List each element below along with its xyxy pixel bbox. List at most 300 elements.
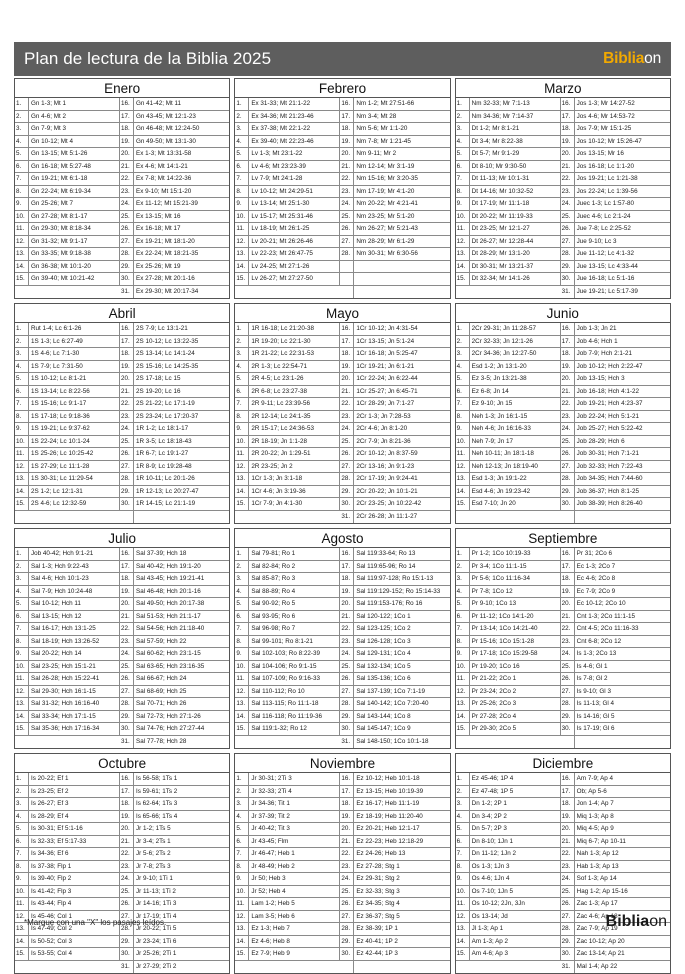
reading-passage[interactable]: Esd 4-6; Jn 19:23-42 [470, 486, 561, 498]
reading-passage[interactable]: Nm 26-27; Mr 5:21-43 [356, 225, 418, 232]
reading-passage[interactable]: Jos 16-18; Lc 1:1-20 [576, 162, 635, 170]
reading-passage[interactable]: Gn 4-6; Mt 2 [29, 111, 120, 123]
reading-passage[interactable]: Gn 1-3; Mt 1 [29, 98, 120, 110]
reading-passage[interactable]: Jue 7-8; Lc 2:25-52 [576, 225, 631, 232]
reading-passage[interactable]: Sal 43-45; Hch 19:21-41 [136, 575, 205, 582]
reading-passage[interactable]: 1Cr 7-9; Jn 4:1-30 [249, 498, 340, 510]
reading-passage[interactable]: Zac 7-9; Ap 19 [576, 925, 618, 932]
reading-passage[interactable]: Ez 6-8; Jn 14 [470, 386, 561, 398]
reading-passage[interactable]: Ex 1-3; Mt 13:31-58 [136, 150, 192, 157]
reading-passage[interactable]: Gn 27-28; Mt 8:1-17 [29, 211, 120, 223]
reading-passage[interactable]: Ex 29-30; Mt 20:17-34 [136, 287, 199, 295]
reading-passage[interactable]: 1S 13-14; Lc 8:22-56 [29, 386, 120, 398]
reading-passage[interactable]: Ez 38-39; 1P 1 [356, 925, 398, 932]
reading-passage[interactable]: Is 20-22; Ef 1 [29, 773, 120, 785]
reading-passage[interactable]: Is 14-16; Gl 5 [576, 712, 615, 720]
reading-passage[interactable]: Cnt 6-8; 2Co 12 [576, 637, 622, 645]
reading-passage[interactable]: Pr 15-16; 1Co 15:1-28 [470, 636, 561, 648]
reading-passage[interactable]: Sal 35-36; Hch 17:16-34 [29, 723, 120, 735]
reading-passage[interactable] [470, 961, 561, 974]
reading-passage[interactable]: 1Cr 19-21; Jn 6:1-21 [356, 362, 415, 370]
reading-passage[interactable]: 2R 20-22; Jn 1:29-51 [249, 448, 340, 460]
reading-passage[interactable]: Ez 34-35; Stg 4 [356, 900, 400, 907]
reading-passage[interactable]: Jr 23-24; 1Ti 6 [136, 937, 177, 945]
reading-passage[interactable]: Nm 20-22; Mr 4:21-41 [356, 200, 418, 207]
reading-passage[interactable]: Sal 119:1-32; Ro 12 [249, 723, 340, 735]
reading-passage[interactable]: Jr 5-6; 2Ts 2 [136, 850, 171, 857]
reading-passage[interactable]: Pr 29-30; 2Co 5 [470, 723, 561, 735]
reading-passage[interactable]: 1R 3-5; Lc 18:18-43 [136, 437, 192, 445]
reading-passage[interactable]: Sal 46-48; Hch 20:1-16 [136, 587, 201, 595]
reading-passage[interactable]: Dt 8-10; Mr 9:30-50 [470, 161, 561, 173]
reading-passage[interactable]: Sal 110-112; Ro 10 [249, 686, 340, 698]
reading-passage[interactable]: Jos 4-6; Mr 14:53-72 [576, 112, 635, 120]
reading-passage[interactable]: Dn 11-12; 1Jn 2 [470, 848, 561, 860]
reading-passage[interactable]: Sal 66-67; Hch 24 [136, 675, 187, 682]
reading-passage[interactable]: 1S 17-18; Lc 9:18-36 [29, 411, 120, 423]
reading-passage[interactable]: Sal 31-32; Hch 16:16-40 [29, 698, 120, 710]
reading-passage[interactable]: Ec 7-9; 2Co 9 [576, 587, 616, 595]
reading-passage[interactable]: Sal 102-103; Ro 8:22-39 [249, 648, 340, 660]
reading-passage[interactable]: Ez 4-6; Heb 8 [249, 936, 340, 948]
reading-passage[interactable]: Jue 11-12; Lc 4:1-32 [576, 250, 634, 257]
reading-passage[interactable]: 1Cr 25-27; Jn 6:45-71 [356, 387, 418, 395]
reading-passage[interactable] [575, 736, 670, 749]
reading-passage[interactable]: Sal 10-12; Hch 11 [29, 598, 120, 610]
reading-passage[interactable]: 2R 9-11; Lc 23:39-56 [249, 398, 340, 410]
reading-passage[interactable]: Nm 12-14; Mr 3:1-19 [356, 162, 415, 170]
reading-passage[interactable]: Ez 27-28; Stg 1 [356, 862, 400, 870]
reading-passage[interactable]: Os 13-14; Jd [470, 911, 561, 923]
reading-passage[interactable]: Ez 13-15; Heb 10:19-39 [356, 787, 424, 795]
reading-passage[interactable]: Lv 7-9; Mt 24:1-28 [249, 173, 340, 185]
reading-passage[interactable]: Is 37-38; Flp 1 [29, 861, 120, 873]
reading-passage[interactable]: Job 32-33; Hch 7:22-43 [576, 462, 643, 470]
reading-passage[interactable]: Sal 37-39; Hch 18 [136, 550, 187, 557]
reading-passage[interactable]: 2Cr 1-3; Jn 7:28-53 [356, 412, 411, 420]
reading-passage[interactable]: Is 56-58; 1Ts 1 [136, 775, 178, 782]
reading-passage[interactable]: Is 47-49; Col 2 [29, 923, 120, 935]
reading-passage[interactable]: Am 1-3; Ap 2 [470, 936, 561, 948]
reading-passage[interactable]: Is 32-33; Ef 5:17-33 [29, 836, 120, 848]
reading-passage[interactable] [29, 736, 120, 749]
reading-passage[interactable]: Job 28-29; Hch 6 [576, 437, 625, 445]
reading-passage[interactable]: 2Cr 29-31; Jn 11:28-57 [470, 323, 561, 335]
reading-passage[interactable]: Dn 1-2; 2P 1 [470, 798, 561, 810]
reading-passage[interactable]: Job 7-9; Hch 2:1-21 [576, 350, 632, 357]
reading-passage[interactable]: Nm 32-33; Mr 7:1-13 [470, 98, 561, 110]
reading-passage[interactable]: 2Cr 7-9; Jn 8:21-36 [356, 437, 411, 445]
reading-passage[interactable]: 2R 15-17; Lc 24:36-53 [249, 423, 340, 435]
reading-passage[interactable]: Jon 1-4; Ap 7 [576, 800, 614, 807]
reading-passage[interactable]: Dt 17-19; Mr 11:1-18 [470, 198, 561, 210]
reading-passage[interactable]: Miq 4-5; Ap 9 [576, 825, 614, 832]
reading-passage[interactable]: Miq 1-3; Ap 8 [576, 812, 614, 820]
reading-passage[interactable] [249, 286, 340, 299]
reading-passage[interactable]: Job 38-39; Hch 8:26-40 [576, 500, 643, 507]
reading-passage[interactable]: Zac 1-3; Ap 17 [576, 900, 618, 907]
reading-passage[interactable]: Sal 18-19; Hch 13:26-52 [29, 636, 120, 648]
reading-passage[interactable]: Esd 1-2; Jn 13:1-20 [470, 361, 561, 373]
reading-passage[interactable]: Nm 9-11; Mr 2 [356, 150, 397, 157]
reading-passage[interactable]: Sal 119:65-96; Ro 14 [356, 562, 416, 570]
reading-passage[interactable]: Nm 1-2; Mt 27:51-66 [356, 100, 415, 107]
reading-passage[interactable]: Neh 12-13; Jn 18:19-40 [470, 461, 561, 473]
reading-passage[interactable]: Dt 5-7; Mr 9:1-29 [470, 148, 561, 160]
reading-passage[interactable]: Jr 32-33; 2Ti 4 [249, 786, 340, 798]
reading-passage[interactable]: Lv 13-14; Mt 25:1-30 [249, 198, 340, 210]
reading-passage[interactable]: Lam 3-5; Heb 6 [249, 911, 340, 923]
reading-passage[interactable]: Zac 10-12; Ap 20 [576, 937, 625, 945]
reading-passage[interactable]: Ex 34-36; Mt 21:23-46 [249, 111, 340, 123]
reading-passage[interactable]: Sal 7-9; Hch 10:24-48 [29, 586, 120, 598]
reading-passage[interactable]: Sal 63-65; Hch 23:16-35 [136, 662, 205, 670]
reading-passage[interactable]: 1R 16-18; Lc 21:20-38 [249, 323, 340, 335]
reading-passage[interactable]: Sal 88-89; Ro 4 [249, 586, 340, 598]
reading-passage[interactable]: Jos 19-21; Lc 1:21-38 [576, 175, 638, 182]
reading-passage[interactable]: Sal 104-106; Ro 9:1-15 [249, 661, 340, 673]
reading-passage[interactable]: Is 7-8; Gl 2 [576, 675, 608, 682]
reading-passage[interactable]: Jr 11-13; 1Ti 2 [136, 887, 176, 895]
reading-passage[interactable]: Neh 4-6; Jn 16:16-33 [470, 423, 561, 435]
reading-passage[interactable]: Sal 113-115; Ro 11:1-18 [249, 698, 340, 710]
reading-passage[interactable]: Is 41-42; Flp 3 [29, 886, 120, 898]
reading-passage[interactable]: 1S 7-9; Lc 7:31-50 [29, 361, 120, 373]
reading-passage[interactable]: Pr 9-10; 1Co 13 [470, 598, 561, 610]
reading-passage[interactable]: Ez 20-21; Heb 12:1-17 [356, 825, 420, 832]
reading-passage[interactable]: Ez 32-33; Stg 3 [356, 887, 400, 895]
reading-passage[interactable]: 1Cr 10-12; Jn 4:31-54 [356, 325, 418, 332]
reading-passage[interactable] [29, 961, 120, 974]
reading-passage[interactable]: Dt 23-25; Mr 12:1-27 [470, 223, 561, 235]
reading-passage[interactable]: Sal 51-53; Hch 21:1-17 [136, 612, 201, 620]
reading-passage[interactable]: Hab 1-3; Ap 13 [576, 862, 619, 870]
reading-passage[interactable]: Dt 28-29; Mr 13:1-20 [470, 248, 561, 260]
reading-passage[interactable]: Ez 47-48; 1P 5 [470, 786, 561, 798]
reading-passage[interactable]: Pr 5-6; 1Co 11:16-34 [470, 573, 561, 585]
reading-passage[interactable]: Jl 1-3; Ap 1 [470, 923, 561, 935]
reading-passage[interactable]: Gn 41-42; Mt 11 [136, 100, 182, 107]
reading-passage[interactable]: Nm 5-6; Mr 1:1-20 [356, 125, 408, 132]
reading-passage[interactable]: Miq 6-7; Ap 10-11 [576, 837, 626, 845]
reading-passage[interactable]: Ex 16-18; Mt 17 [136, 225, 181, 232]
reading-passage[interactable]: Ez 45-46; 1P 4 [470, 773, 561, 785]
reading-passage[interactable]: Dt 1-2; Mr 8:1-21 [470, 123, 561, 135]
reading-passage[interactable]: 1R 6-7; Lc 19:1-27 [136, 450, 189, 457]
reading-passage[interactable]: Jr 1-2; 1Ts 5 [136, 825, 171, 832]
reading-passage[interactable]: Ez 7-9; Heb 9 [249, 948, 340, 960]
reading-passage[interactable]: Jr 37-39; Tit 2 [249, 811, 340, 823]
reading-passage[interactable]: Os 1-3; 1Jn 3 [470, 861, 561, 873]
reading-passage[interactable] [354, 286, 449, 299]
reading-passage[interactable]: Sal 82-84; Ro 2 [249, 561, 340, 573]
reading-passage[interactable]: Gn 10-12; Mt 4 [29, 136, 120, 148]
reading-passage[interactable]: Mal 1-4; Ap 22 [576, 962, 618, 970]
reading-passage[interactable]: Sal 126-128; 1Co 3 [356, 637, 411, 645]
reading-passage[interactable]: 1Cr 28-29; Jn 7:1-27 [356, 400, 415, 407]
reading-passage[interactable]: 2R 18-19; Jn 1:1-28 [249, 436, 340, 448]
reading-passage[interactable]: Ex 22-24; Mt 18:21-35 [136, 250, 199, 257]
reading-passage[interactable]: Sal 90-92; Ro 5 [249, 598, 340, 610]
reading-passage[interactable]: Jue 9-10; Lc 3 [576, 237, 617, 245]
reading-passage[interactable]: Jr 25-26; 2Ti 1 [136, 950, 177, 957]
reading-passage[interactable]: 2Cr 34-36; Jn 12:27-50 [470, 348, 561, 360]
reading-passage[interactable]: 2S 1-2; Lc 12:1-31 [29, 486, 120, 498]
reading-passage[interactable]: Jr 3-4; 2Ts 1 [136, 837, 171, 845]
reading-passage[interactable]: Zac 4-6; Ap 18 [576, 912, 618, 920]
reading-passage[interactable]: Zac 13-14; Ap 21 [576, 950, 625, 957]
reading-passage[interactable] [134, 511, 229, 524]
reading-passage[interactable]: Ez 18-19; Heb 11:20-40 [356, 812, 423, 820]
reading-passage[interactable]: 2S 4-6; Lc 12:32-59 [29, 498, 120, 510]
reading-passage[interactable]: Jr 34-36; Tit 1 [249, 798, 340, 810]
reading-passage[interactable]: Is 9-10; Gl 3 [576, 687, 611, 695]
reading-passage[interactable]: Neh 7-9; Jn 17 [470, 436, 561, 448]
reading-passage[interactable]: 2R 4-5; Lc 23:1-26 [249, 373, 340, 385]
reading-passage[interactable]: Sal 57-59; Hch 22 [136, 637, 187, 645]
reading-passage[interactable]: Juec 4-6; Lc 2:1-24 [576, 212, 631, 220]
reading-passage[interactable]: Pr 3-4; 1Co 11:1-15 [470, 561, 561, 573]
reading-passage[interactable]: Is 43-44; Flp 4 [29, 898, 120, 910]
reading-passage[interactable]: Is 23-25; Ef 2 [29, 786, 120, 798]
reading-passage[interactable]: 2R 1-3; Lc 22:54-71 [249, 361, 340, 373]
reading-passage[interactable]: Jr 27-29; 2Ti 2 [136, 962, 177, 970]
reading-passage[interactable]: Sal 99-101; Ro 8:1-21 [249, 636, 340, 648]
reading-passage[interactable]: Sal 23-25; Hch 15:1-21 [29, 661, 120, 673]
reading-passage[interactable]: Jr 7-8; 2Ts 3 [136, 862, 171, 870]
reading-passage[interactable]: Dn 5-7; 2P 3 [470, 823, 561, 835]
reading-passage[interactable]: Ez 16-17; Heb 11:1-19 [356, 800, 420, 807]
reading-passage[interactable]: Jr 20-22; 1Ti 5 [136, 925, 177, 932]
reading-passage[interactable]: 2Cr 4-6; Jn 8:1-20 [356, 425, 408, 432]
reading-passage[interactable]: Sal 85-87; Ro 3 [249, 573, 340, 585]
reading-passage[interactable]: Nm 15-16; Mr 3:20-35 [356, 175, 418, 182]
reading-passage[interactable]: Jr 46-47; Heb 1 [249, 848, 340, 860]
reading-passage[interactable]: Lv 4-6; Mt 23:23-39 [249, 161, 340, 173]
reading-passage[interactable]: Nm 7-8; Mr 1:21-45 [356, 137, 411, 145]
reading-passage[interactable]: 2S 23-24; Lc 17:20-37 [136, 412, 199, 420]
reading-passage[interactable]: Jr 43-45; Flm [249, 836, 340, 848]
reading-passage[interactable]: Lv 20-21; Mt 26:26-46 [249, 236, 340, 248]
reading-passage[interactable]: Is 39-40; Flp 2 [29, 873, 120, 885]
reading-passage[interactable]: Ez 3-5; Jn 13:21-38 [470, 373, 561, 385]
reading-passage[interactable]: 2Cr 23-25; Jn 10:22-42 [356, 500, 422, 507]
reading-passage[interactable]: 2S 10-12; Lc 13:22-35 [136, 337, 199, 345]
reading-passage[interactable]: Gn 25-26; Mt 7 [29, 198, 120, 210]
reading-passage[interactable]: Is 45-46; Col 1 [29, 911, 120, 923]
reading-passage[interactable]: Pr 31; 2Co 6 [576, 550, 613, 557]
reading-passage[interactable]: Ec 1-3; 2Co 7 [576, 562, 616, 570]
reading-passage[interactable]: Is 53-55; Col 4 [29, 948, 120, 960]
reading-passage[interactable]: 2Cr 26-28; Jn 11:1-27 [356, 512, 418, 520]
reading-passage[interactable]: Jos 1-3; Mr 14:27-52 [576, 100, 635, 107]
reading-passage[interactable]: 1Cr 22-24; Jn 6:22-44 [356, 375, 418, 382]
reading-passage[interactable]: Gn 22-24; Mt 6:19-34 [29, 186, 120, 198]
reading-passage[interactable]: Ec 10-12; 2Co 10 [576, 600, 626, 607]
reading-passage[interactable]: Gn 31-32; Mt 9:1-17 [29, 236, 120, 248]
reading-passage[interactable]: Nah 1-3; Ap 12 [576, 850, 619, 857]
reading-passage[interactable]: Jos 22-24; Lc 1:39-56 [576, 187, 638, 195]
reading-passage[interactable]: Ez 9-10; Jn 15 [470, 398, 561, 410]
reading-passage[interactable]: Os 10-12; 2Jn, 3Jn [470, 898, 561, 910]
reading-passage[interactable]: 2Cr 17-19; Jn 9:24-41 [356, 475, 418, 482]
reading-passage[interactable]: Ex 11-12; Mt 15:21-39 [136, 200, 198, 207]
reading-passage[interactable]: 1R 8-9; Lc 19:28-48 [136, 462, 192, 470]
reading-passage[interactable] [249, 961, 340, 974]
reading-passage[interactable]: 1Cr 16-18; Jn 5:25-47 [356, 350, 418, 357]
reading-passage[interactable]: Ob; Ap 5-6 [576, 787, 607, 795]
reading-passage[interactable] [470, 736, 561, 749]
reading-passage[interactable]: 1S 30-31; Lc 11:29-54 [29, 473, 120, 485]
reading-passage[interactable]: Sal 119:33-64; Ro 13 [356, 550, 416, 557]
reading-passage[interactable]: Ex 19-21; Mt 18:1-20 [136, 237, 195, 245]
reading-passage[interactable]: Lv 24-25; Mt 27:1-26 [249, 261, 340, 273]
reading-passage[interactable]: Jr 14-16; 1Ti 3 [136, 900, 177, 907]
reading-passage[interactable]: Ex 39-40; Mt 22:23-46 [249, 136, 340, 148]
reading-passage[interactable]: Is 59-61; 1Ts 2 [136, 787, 178, 795]
reading-passage[interactable]: Gn 36-38; Mt 10:1-20 [29, 261, 120, 273]
reading-passage[interactable]: Ex 27-28; Mt 20:1-16 [136, 275, 195, 282]
reading-passage[interactable]: Esd 7-10; Jn 20 [470, 498, 561, 510]
reading-passage[interactable]: Dt 32-34; Mr 14:1-26 [470, 273, 561, 285]
reading-passage[interactable]: Is 50-52; Col 3 [29, 936, 120, 948]
reading-passage[interactable]: Pr 25-26; 2Co 3 [470, 698, 561, 710]
reading-passage[interactable]: 1S 4-6; Lc 7:1-30 [29, 348, 120, 360]
reading-passage[interactable]: Gn 29-30; Mt 8:18-34 [29, 223, 120, 235]
reading-passage[interactable]: Lam 1-2; Heb 5 [249, 898, 340, 910]
reading-passage[interactable]: Is 30-31; Ef 5:1-16 [29, 823, 120, 835]
reading-passage[interactable]: Lv 22-23; Mt 26:47-75 [249, 248, 340, 260]
reading-passage[interactable]: Sal 54-56; Hch 21:18-40 [136, 625, 205, 632]
reading-passage[interactable]: Ex 9-10; Mt 15:1-20 [136, 187, 192, 195]
reading-passage[interactable] [354, 261, 449, 273]
reading-passage[interactable]: Dn 8-10; 1Jn 1 [470, 836, 561, 848]
reading-passage[interactable]: Pr 11-12; 1Co 14:1-20 [470, 611, 561, 623]
reading-passage[interactable]: Cnt 1-3; 2Co 11:1-15 [576, 612, 635, 620]
reading-passage[interactable]: Nm 3-4; Mt 28 [356, 112, 397, 120]
reading-passage[interactable]: Sal 29-30; Hch 16:1-15 [29, 686, 120, 698]
reading-passage[interactable]: 1Cr 13-15; Jn 5:1-24 [356, 337, 415, 345]
reading-passage[interactable]: Is 65-66; 1Ts 4 [136, 812, 178, 820]
reading-passage[interactable]: 2S 7-9; Lc 13:1-21 [136, 325, 188, 332]
reading-passage[interactable]: Pr 19-20; 1Co 16 [470, 661, 561, 673]
reading-passage[interactable]: Ez 10-12; Heb 10:1-18 [356, 775, 420, 782]
reading-passage[interactable]: Jos 13-15; Mr 16 [576, 150, 624, 157]
reading-passage[interactable]: Lv 10-12; Mt 24:29-51 [249, 186, 340, 198]
reading-passage[interactable]: Sal 49-50; Hch 20:17-38 [136, 600, 205, 607]
reading-passage[interactable]: Sal 74-76; Hch 27:27-44 [136, 725, 205, 732]
reading-passage[interactable]: Jos 7-9; Mr 15:1-25 [576, 125, 632, 132]
reading-passage[interactable]: Sal 129-131; 1Co 4 [356, 650, 411, 657]
reading-passage[interactable]: Ex 4-6; Mt 14:1-21 [136, 162, 188, 170]
reading-passage[interactable]: Jr 52; Heb 4 [249, 886, 340, 898]
reading-passage[interactable]: 1S 27-29; Lc 11:1-28 [29, 461, 120, 473]
reading-passage[interactable]: 2R 23-25; Jn 2 [249, 461, 340, 473]
reading-passage[interactable]: Sal 96-98; Ro 7 [249, 623, 340, 635]
reading-passage[interactable]: Jr 50; Heb 3 [249, 873, 340, 885]
reading-passage[interactable]: Sal 148-150; 1Co 10:1-18 [356, 737, 429, 745]
reading-passage[interactable]: Nm 34-36; Mr 7:14-37 [470, 111, 561, 123]
reading-passage[interactable]: 1Cr 1-3; Jn 3:1-18 [249, 473, 340, 485]
reading-passage[interactable]: Lv 26-27; Mt 27:27-50 [249, 273, 340, 285]
reading-passage[interactable]: Am 4-6; Ap 3 [470, 948, 561, 960]
reading-passage[interactable]: 2S 15-16; Lc 14:25-35 [136, 362, 199, 370]
reading-passage[interactable] [249, 511, 340, 524]
reading-passage[interactable]: Is 1-3; 2Co 13 [576, 650, 617, 657]
reading-passage[interactable]: Dt 3-4; Mr 8:22-38 [470, 136, 561, 148]
reading-passage[interactable]: Ez 36-37; Stg 5 [356, 912, 400, 920]
reading-passage[interactable]: Is 17-19; Gl 6 [576, 725, 615, 732]
reading-passage[interactable]: Job 1-3; Jn 21 [576, 325, 617, 332]
reading-passage[interactable]: Sal 4-6; Hch 10:1-23 [29, 573, 120, 585]
reading-passage[interactable]: Gn 46-48; Mt 12:24-50 [136, 125, 200, 132]
reading-passage[interactable]: 1S 1-3; Lc 6:27-49 [29, 336, 120, 348]
reading-passage[interactable]: 2S 19-20; Lc 16 [136, 387, 181, 395]
reading-passage[interactable]: Dt 14-16; Mr 10:32-52 [470, 186, 561, 198]
reading-passage[interactable]: Sal 26-28; Hch 15:22-41 [29, 673, 120, 685]
reading-passage[interactable]: Jue 19-21; Lc 5:17-39 [576, 287, 638, 295]
reading-passage[interactable]: Sal 16-17; Hch 13:1-25 [29, 623, 120, 635]
reading-passage[interactable]: Job 40-42; Hch 9:1-21 [29, 548, 120, 560]
reading-passage[interactable] [29, 286, 120, 299]
reading-passage[interactable]: Sal 119:97-128; Ro 15:1-13 [356, 575, 434, 582]
reading-passage[interactable]: 2S 13-14; Lc 14:1-24 [136, 350, 195, 357]
reading-passage[interactable]: Dt 11-13; Mr 10:1-31 [470, 173, 561, 185]
reading-passage[interactable]: Sal 145-147; 1Co 9 [356, 725, 411, 732]
reading-passage[interactable]: 1R 10-11; Lc 20:1-26 [136, 475, 195, 482]
reading-passage[interactable]: Ex 31-33; Mt 21:1-22 [249, 98, 340, 110]
reading-passage[interactable]: Gn 13-15; Mt 5:1-26 [29, 148, 120, 160]
reading-passage[interactable]: Lv 15-17; Mt 25:31-46 [249, 211, 340, 223]
reading-passage[interactable]: Pr 17-18; 1Co 15:29-58 [470, 648, 561, 660]
reading-passage[interactable]: Sal 33-34; Hch 17:1-15 [29, 711, 120, 723]
reading-passage[interactable]: Jr 40-42; Tit 3 [249, 823, 340, 835]
reading-passage[interactable]: Sal 143-144; 1Co 8 [356, 712, 411, 720]
reading-passage[interactable] [470, 511, 561, 524]
reading-passage[interactable]: Am 7-9; Ap 4 [576, 775, 614, 782]
reading-passage[interactable]: 1R 14-15; Lc 21:1-19 [136, 500, 196, 507]
reading-passage[interactable]: Nm 30-31; Mr 6:30-56 [356, 250, 418, 257]
reading-passage[interactable]: Sal 132-134; 1Co 5 [356, 662, 411, 670]
reading-passage[interactable]: Sal 93-95; Ro 6 [249, 611, 340, 623]
reading-passage[interactable]: 2Cr 32-33; Jn 12:1-26 [470, 336, 561, 348]
reading-passage[interactable]: Rut 1-4; Lc 6:1-26 [29, 323, 120, 335]
reading-passage[interactable]: 1R 19-20; Lc 22:1-30 [249, 336, 340, 348]
reading-passage[interactable] [29, 511, 120, 524]
reading-passage[interactable]: Ez 40-41; 1P 2 [356, 937, 398, 945]
reading-passage[interactable]: Job 25-27; Hch 5:22-42 [576, 425, 643, 432]
reading-passage[interactable]: Nm 23-25; Mr 5:1-20 [356, 212, 415, 220]
reading-passage[interactable]: Sal 135-136; 1Co 6 [356, 675, 411, 682]
reading-passage[interactable]: Sal 40-42; Hch 19:1-20 [136, 562, 201, 570]
reading-passage[interactable]: Pr 7-8; 1Co 12 [470, 586, 561, 598]
reading-passage[interactable]: Gn 7-9; Mt 3 [29, 123, 120, 135]
reading-passage[interactable]: Cnt 4-5; 2Co 11:16-33 [576, 625, 639, 632]
reading-passage[interactable]: Job 16-18; Hch 4:1-22 [576, 387, 639, 395]
reading-passage[interactable]: Sal 119:129-152; Ro 15:14-33 [356, 587, 441, 595]
reading-passage[interactable]: 2S 17-18; Lc 15 [136, 375, 181, 382]
reading-passage[interactable] [249, 736, 340, 749]
reading-passage[interactable]: Pr 23-24; 2Co 2 [470, 686, 561, 698]
reading-passage[interactable]: Jr 9-10; 1Ti 1 [136, 875, 173, 882]
reading-passage[interactable]: Job 19-21; Hch 4:23-37 [576, 400, 643, 407]
reading-passage[interactable]: Ez 1-3; Heb 7 [249, 923, 340, 935]
reading-passage[interactable]: 2S 21-22; Lc 17:1-19 [136, 400, 195, 407]
reading-passage[interactable]: Ex 25-26; Mt 19 [136, 262, 181, 270]
reading-passage[interactable]: Sof 1-3; Ap 14 [576, 875, 617, 882]
reading-passage[interactable]: Job 36-37; Hch 8:1-25 [576, 487, 639, 495]
reading-passage[interactable]: Neh 10-11; Jn 18:1-18 [470, 448, 561, 460]
